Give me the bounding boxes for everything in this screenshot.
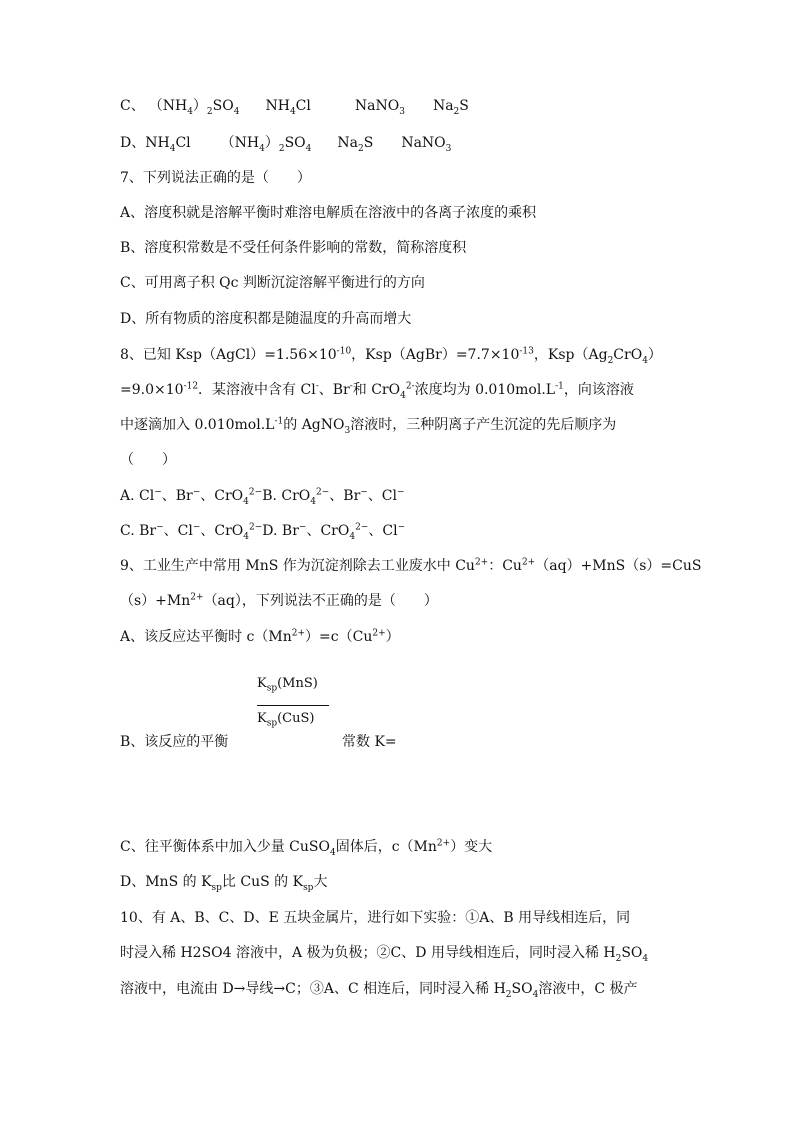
q9-option-a: A、该反应达平衡时 $c(Mn^{2+})=c(Cu^{2+})$ xyxy=(120,628,400,645)
q10-line-2: 时浸入稀 H2SO4 溶液中，A 极为负极；②C、D 用导线相连后，同时浸入稀 $H_2SO_4$ xyxy=(120,945,649,964)
q7-stem: 7、下列说法正确的是（ ） xyxy=(120,170,311,186)
q6-option-d: D、$NH_4Cl$ $(NH_4)_2SO_4$ $Na_2S$ NaNO$_3$ xyxy=(120,135,452,154)
q9-option-d: D、MnS 的 $K_{sp}$比 CuS 的 $K_{sp}$大 xyxy=(120,874,328,893)
q7-option-a: A、溶度积就是溶解平衡时难溶电解质在溶液中的各离子浓度的乘积 xyxy=(120,205,537,221)
q8-answer-blank: （ ） xyxy=(120,452,176,468)
q9-option-c: C、往平衡体系中加入少量 CuSO$_4$固体后，$c(Mn^{2+})$变大 xyxy=(120,838,493,858)
equilibrium-fraction-denominator: $K_{sp}(CuS)$ xyxy=(257,711,315,729)
q9-line-2: $(s)+Mn^{2+}(aq)$，下列说法不正确的是（ ） xyxy=(120,592,438,609)
q6-option-c: C、 $(NH_4)_2SO_4$ $NH_4Cl$ NaNO$_3$ $Na_2S$ xyxy=(120,98,469,117)
q7-option-c: C、可用离子积 Qc 判断沉淀溶解平衡进行的方向 xyxy=(120,275,425,291)
q10-line-3: 溶液中，电流由 D→导线→C；③A、C 相连后，同时浸入稀 $H_2SO_4$溶液中，C 极产 xyxy=(120,981,638,1000)
q8-line-3: 中逐滴加入 $0.010mol.L^{-1}$的 AgNO$_3$溶液时，三种阴离子产生沉淀的先后顺序为 xyxy=(120,416,617,436)
q8-line-1: 8、已知 $Ksp(AgCl)=1.56\times 10^{-10}$，$Ksp(AgBr)=7.7\times 10^{-13}$，$Ksp(Ag_2CrO_4)$ xyxy=(120,346,662,366)
q7-option-d: D、所有物质的溶度积都是随温度的升高而增大 xyxy=(120,311,412,327)
q8-line-2: $=9.0\times 10^{-12}$．某溶液中含有 Cl-、Br-和 CrO$_4^{2-}$浓度均为 $0.010mol.L^{-1}$，向该溶液 xyxy=(120,381,634,401)
fraction-bar xyxy=(257,705,329,706)
q8-options-cd: C. Br−、Cl−、CrO$_4^{2-}$D. Br−、CrO$_4^{2-}$、Cl− xyxy=(120,522,406,542)
q9-line-1: 9、工业生产中常用 MnS 作为沉淀剂除去工业废水中 $Cu^{2+}$：$Cu^{2+}(aq)+MnS(s)=CuS$ xyxy=(120,557,702,574)
q7-option-b: B、溶度积常数是不受任何条件影响的常数，简称溶度积 xyxy=(120,240,467,256)
equilibrium-fraction-numerator: $K_{sp}(MnS)$ xyxy=(257,676,318,694)
q9-option-b-left: B、该反应的平衡 xyxy=(120,734,229,750)
q9-option-b-right: 常数 K= xyxy=(342,734,397,750)
q10-line-1: 10、有 A、B、C、D、E 五块金属片，进行如下实验：①A、B 用导线相连后，同 xyxy=(120,910,631,926)
q8-options-ab: A. Cl−、Br−、CrO$_4^{2-}$B. CrO$_4^{2-}$、Br−、Cl− xyxy=(120,487,405,507)
